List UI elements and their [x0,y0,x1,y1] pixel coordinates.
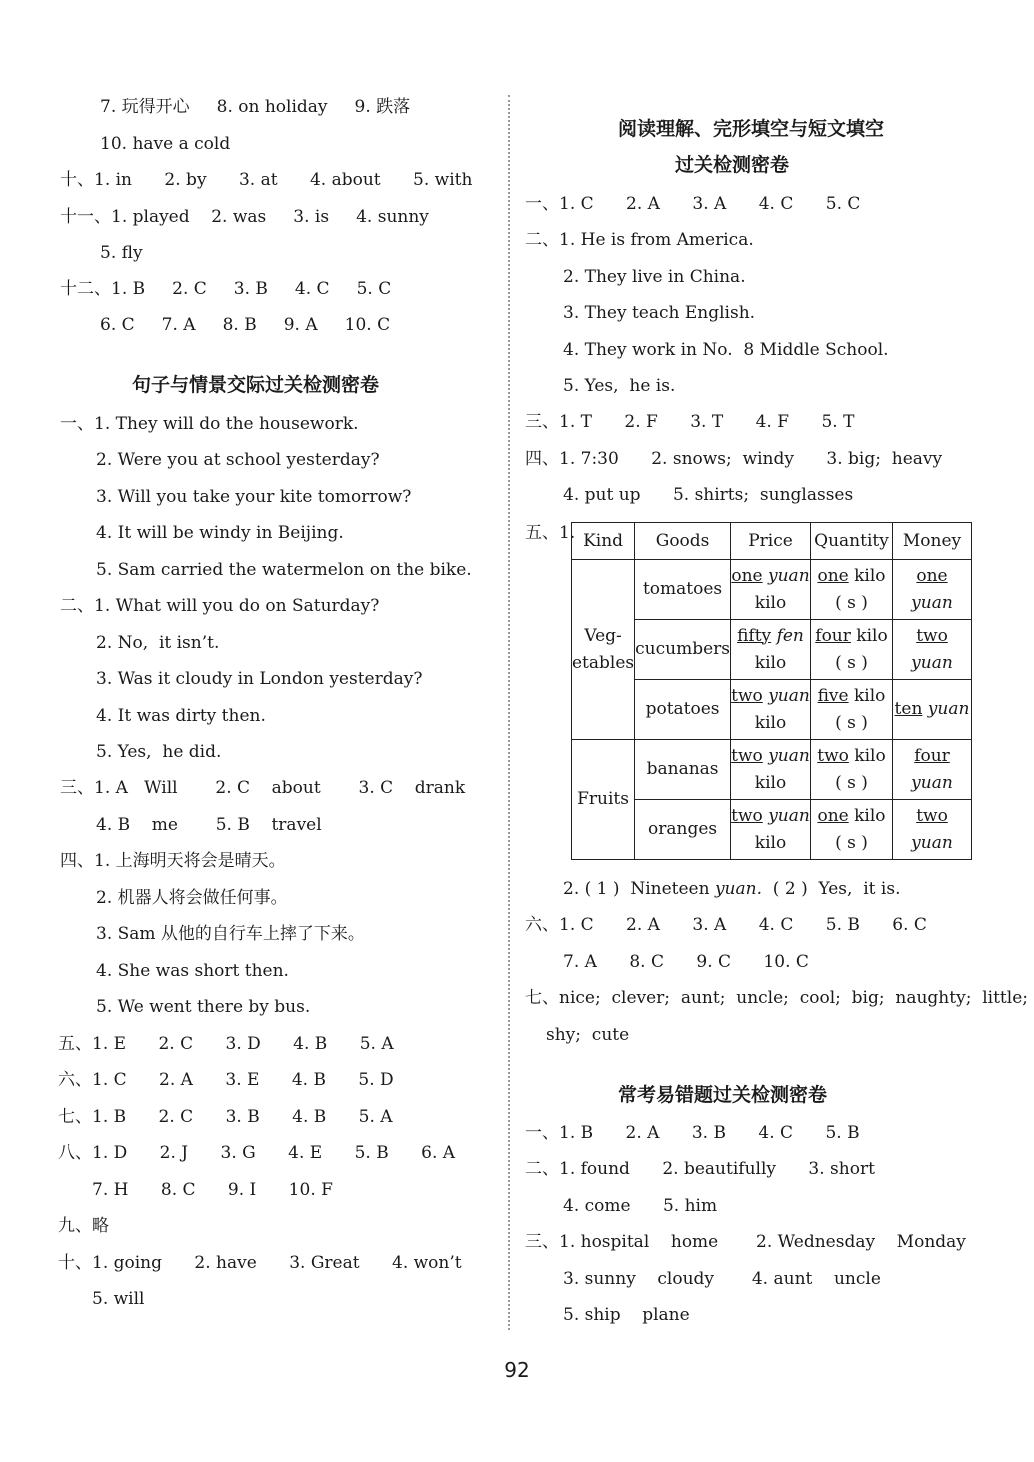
price-cell: one yuan kilo [731,560,811,620]
answer-line: 5. Yes, he did. [96,742,222,762]
answer-line: 4. She was short then. [96,961,289,981]
section-title: 过关检测密卷 [675,154,790,176]
answer-line: 七、nice; clever; aunt; uncle; cool; big; naughty; little; [525,988,1028,1008]
table-header-row [572,523,972,560]
goods-cell: bananas [635,740,731,800]
quantity-cell: two kilo ( s ) [811,740,893,800]
section-title: 常考易错题过关检测密卷 [618,1084,828,1106]
answer-line: 六、1. C 2. A 3. E 4. B 5. D [58,1070,394,1090]
answer-line: 5. Sam carried the watermelon on the bike. [96,560,472,580]
answer-line: 10. have a cold [100,134,231,154]
page-number: 92 [504,1358,530,1382]
answer-line: 5. We went there by bus. [96,997,311,1017]
section-title: 阅读理解、完形填空与短文填空 [618,118,885,140]
answer-line: 2. 机器人将会做任何事。 [96,888,288,908]
price-cell: two yuan kilo [731,800,811,860]
goods-cell: potatoes [635,680,731,740]
answer-line: 九、略 [58,1216,109,1236]
column-divider [508,95,510,1330]
goods-cell: tomatoes [635,560,731,620]
answer-line: 7. A 8. C 9. C 10. C [563,952,809,972]
answer-line: 4. It will be windy in Beijing. [96,523,344,543]
answer-line: 7. H 8. C 9. I 10. F [92,1180,333,1200]
answer-line: 四、1. 7:30 2. snows; windy 3. big; heavy [525,449,943,469]
answer-line: 十一、1. played 2. was 3. is 4. sunny [60,207,429,227]
answer-line: 3. Sam 从他的自行车上摔了下来。 [96,924,365,944]
money-cell: four yuan [893,740,972,800]
answer-line: 2. No, it isn’t. [96,633,220,653]
answer-line: 一、1. They will do the housework. [60,414,359,434]
header-goods: Goods [635,523,731,560]
answer-line: 4. come 5. him [563,1196,718,1216]
answer-line: 2. They live in China. [563,267,746,287]
answer-line: 3. Was it cloudy in London yesterday? [96,669,423,689]
answer-line: 五、1. E 2. C 3. D 4. B 5. A [58,1034,394,1054]
answer-line: 4. It was dirty then. [96,706,266,726]
answer-line: 5. Yes, he is. [563,376,676,396]
answer-line: 4. B me 5. B travel [96,815,322,835]
answer-line: 3. sunny cloudy 4. aunt uncle [563,1269,881,1289]
answer-line: 八、1. D 2. J 3. G 4. E 5. B 6. A [58,1143,456,1163]
answer-line: 一、1. B 2. A 3. B 4. C 5. B [525,1123,860,1143]
answer-line: 十二、1. B 2. C 3. B 4. C 5. C [60,279,392,299]
goods-cell: oranges [635,800,731,860]
kind-fruits: Fruits [572,740,635,860]
answer-line: 5. will [92,1289,145,1309]
answer-line: 3. Will you take your kite tomorrow? [96,487,412,507]
answer-line: 2. ( 1 ) Nineteen yuan. ( 2 ) Yes, it is. [563,879,901,899]
answer-line: 四、1. 上海明天将会是晴天。 [60,851,286,871]
goods-table [571,522,972,860]
price-cell: two yuan kilo [731,680,811,740]
answer-line: 六、1. C 2. A 3. A 4. C 5. B 6. C [525,915,927,935]
header-price: Price [731,523,811,560]
answer-line: 7. 玩得开心 8. on holiday 9. 跌落 [100,97,411,117]
answer-line: 4. They work in No. 8 Middle School. [563,340,889,360]
answer-line: 三、1. A Will 2. C about 3. C drank [60,778,466,798]
table-label: 五、1. [525,523,576,543]
money-cell: two yuan [893,620,972,680]
answer-line: shy; cute [546,1025,630,1045]
kind-vegetables: Veg- etables [572,560,635,740]
answer-line: 十、1. going 2. have 3. Great 4. won’t [58,1253,462,1273]
table-row [572,560,972,620]
money-cell: two yuan [893,800,972,860]
answer-line: 二、1. What will you do on Saturday? [60,596,380,616]
answer-line: 二、1. found 2. beautifully 3. short [525,1159,875,1179]
table-row [572,740,972,800]
header-money: Money [893,523,972,560]
header-quantity: Quantity [811,523,893,560]
answer-line: 3. They teach English. [563,303,756,323]
answer-line: 三、1. T 2. F 3. T 4. F 5. T [525,412,855,432]
section-title: 句子与情景交际过关检测密卷 [132,374,380,396]
answer-line: 三、1. hospital home 2. Wednesday Monday [525,1232,966,1252]
quantity-cell: one kilo ( s ) [811,800,893,860]
quantity-cell: four kilo ( s ) [811,620,893,680]
answer-line: 2. Were you at school yesterday? [96,450,380,470]
goods-cell: cucumbers [635,620,731,680]
money-cell: one yuan [893,560,972,620]
quantity-cell: one kilo ( s ) [811,560,893,620]
answer-line: 6. C 7. A 8. B 9. A 10. C [100,315,391,335]
answer-line: 5. ship plane [563,1305,690,1325]
answer-line: 十、1. in 2. by 3. at 4. about 5. with [60,170,473,190]
price-cell: two yuan kilo [731,740,811,800]
header-kind: Kind [572,523,635,560]
answer-line: 4. put up 5. shirts; sunglasses [563,485,854,505]
quantity-cell: five kilo ( s ) [811,680,893,740]
answer-line: 一、1. C 2. A 3. A 4. C 5. C [525,194,861,214]
price-cell: fifty fen kilo [731,620,811,680]
answer-line: 5. fly [100,243,143,263]
money-cell: ten yuan [893,680,972,740]
answer-line: 二、1. He is from America. [525,230,754,250]
answer-line: 七、1. B 2. C 3. B 4. B 5. A [58,1107,393,1127]
